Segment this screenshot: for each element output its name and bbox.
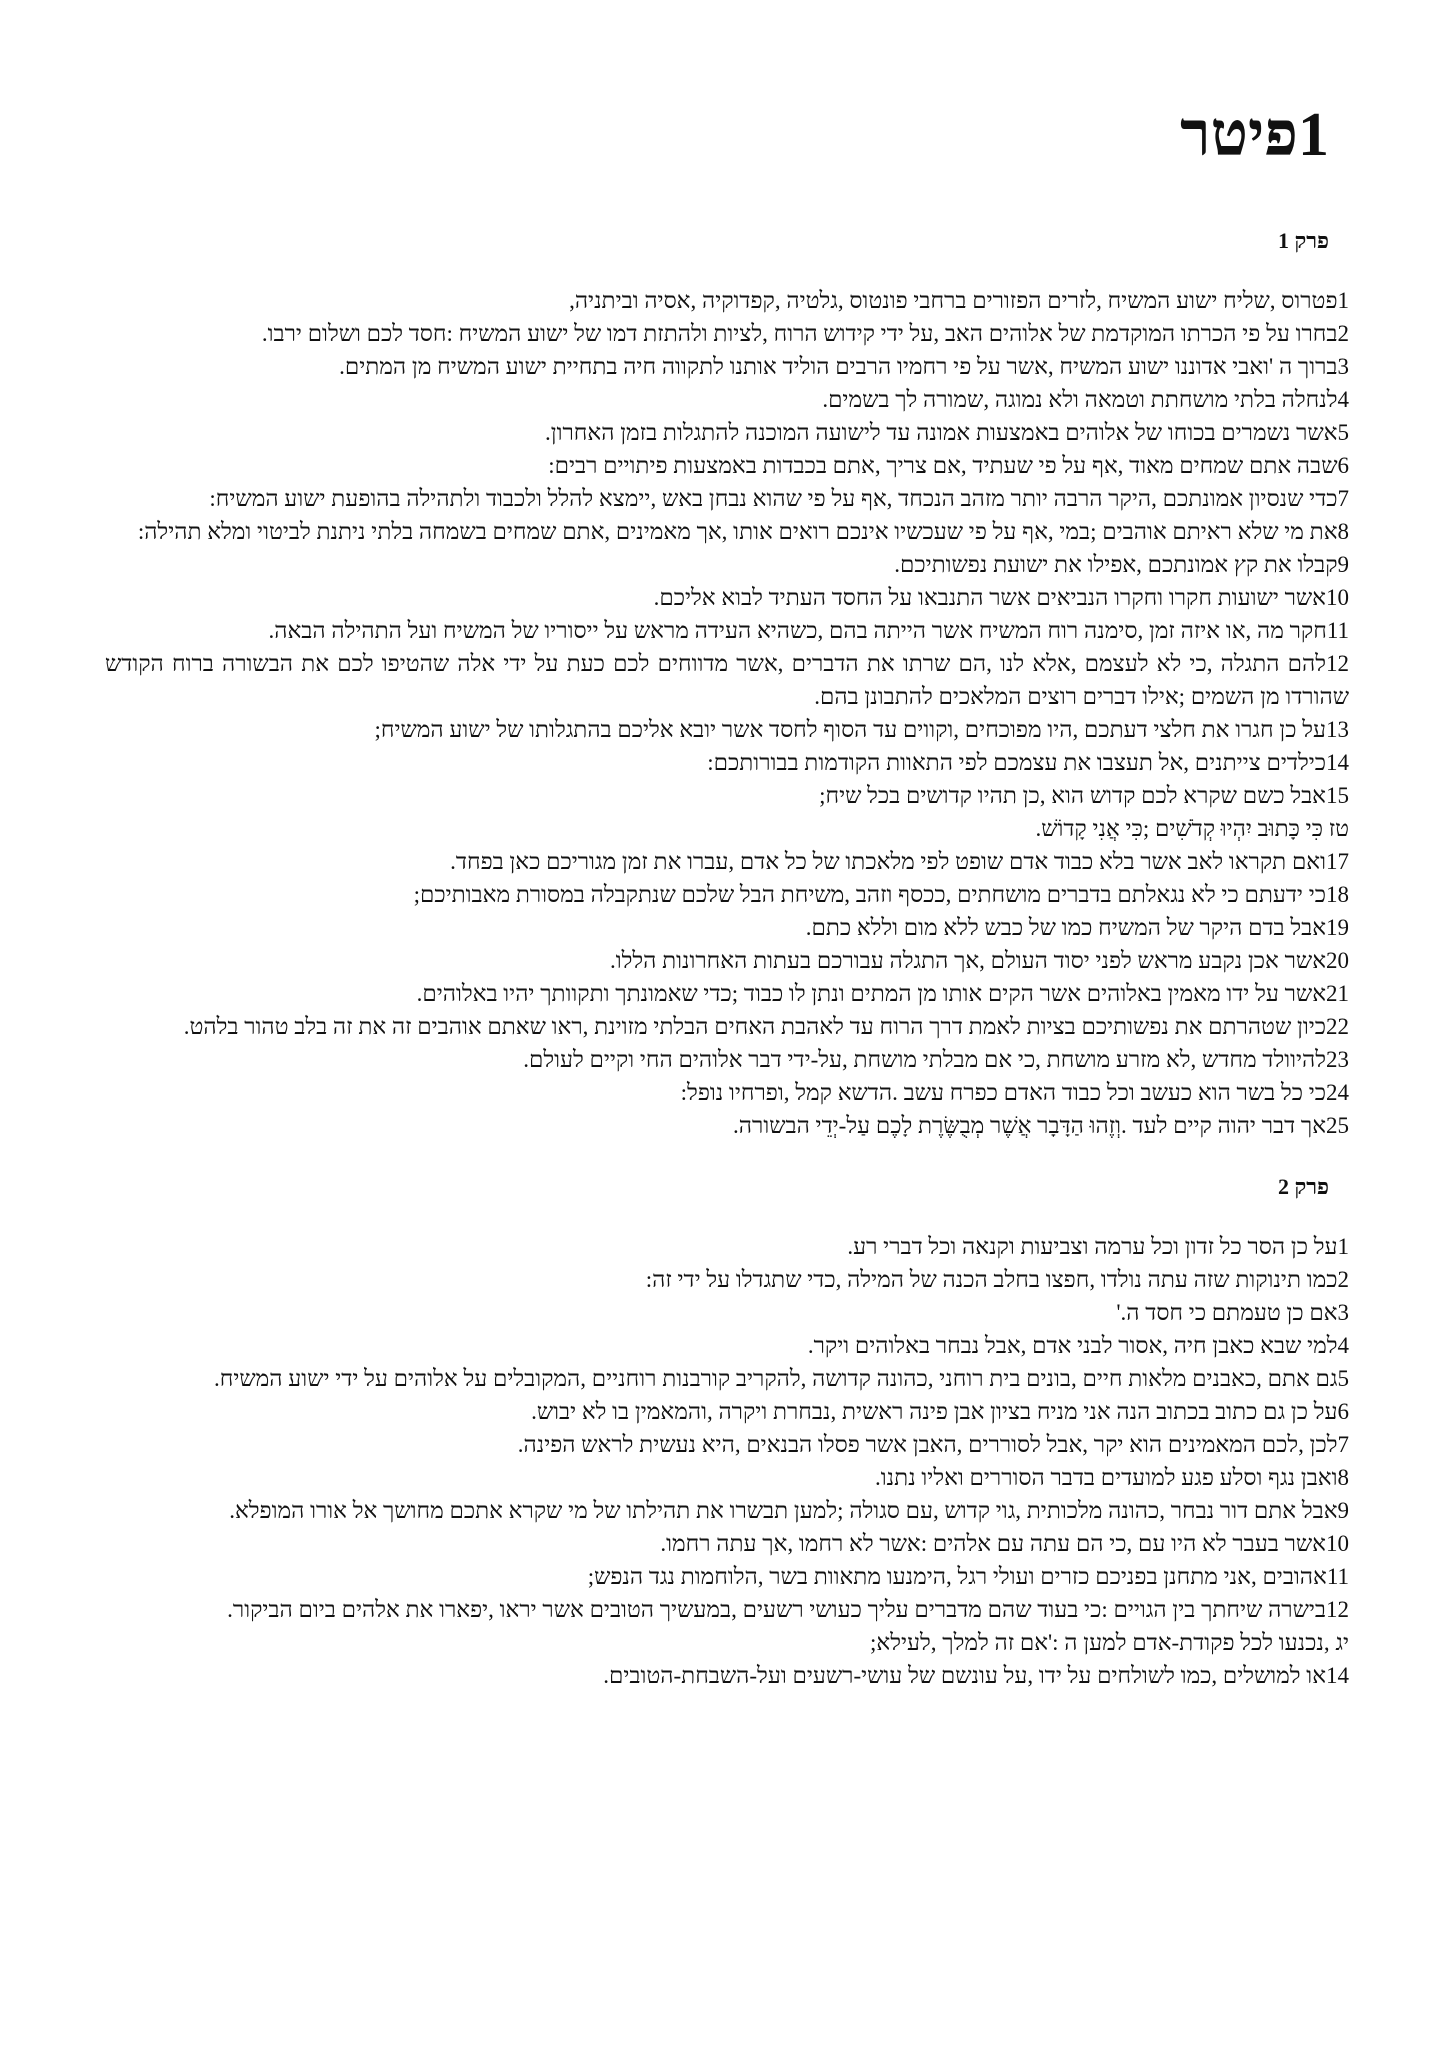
verse: 14או למושלים ,כמו לשולחים על ידו ,על עונשם של עושי-רשעים ועל-השבחת-הטובים.: [603, 1663, 1349, 1688]
chapter-heading: פרק 2: [1277, 1174, 1329, 1199]
verse: 18כי ידעתם כי לא נגאלתם בדברים מושחתים ,ככסף וזהב ,משיחת הבל שלכם שנתקבלה במסורת מאבותיכם;: [413, 882, 1349, 907]
verse: 6שבה אתם שמחים מאוד ,אף על פי שעתיד ,אם צריך ,אתם בכבדות באמצעות פיתויים רבים:: [548, 453, 1349, 478]
verse: 7לכן ,לכם המאמינים הוא יקר ,אבל לסוררים ,האבן אשר פסלו הבנאים ,היא נעשית לראש הפינה.: [517, 1432, 1349, 1457]
verse: 9קבלו את קץ אמונתכם ,אפילו את ישועת נפשותיכם.: [894, 552, 1349, 577]
verse: 12בישרה שיחתך בין הגויים :כי בעוד שהם מדברים עליך כעושי רשעים ,במעשיך הטובים אשר יראו ,יפארו את אלהים ביום הביקור.: [227, 1597, 1349, 1622]
verse: 17ואם תקראו לאב אשר בלא כבוד אדם שופט לפי מלאכתו של כל אדם ,עברו את זמן מגוריכם כאן בפחד.: [450, 849, 1349, 874]
verse: 25אך דבר יהוה קיים לעד .וְזֶהוּ הַדָּבָר אֲשֶׁר מְבֻשֶּׂרֶת לָכֶם עַל-יְדֵי הבשורה.: [733, 1113, 1349, 1138]
verse: 5גם אתם ,כאבנים מלאות חיים ,בונים בית רוחני ,כהונה קדושה ,להקריב קורבנות רוחניים ,המקובלים על אלוהים על ידי ישוע המשיח.: [214, 1366, 1349, 1391]
verse: 14כילדים צייתנים ,אל תעצבו את עצמכם לפי התאוות הקודמות בבורותכם:: [707, 750, 1349, 775]
verse: יג ,נכנעו לכל פקודת-אדם למען ה :'אם זה למלך ,לעילא;: [870, 1630, 1349, 1655]
document-title: 1פיטר: [1180, 101, 1329, 169]
verse: 10אשר בעבר לא היו עם ,כי הם עתה עם אלהים :אשר לא רחמו ,אך עתה רחמו.: [660, 1531, 1349, 1556]
verse: 10אשר ישועות חקרו וחקרו הנביאים אשר התנבאו על החסד העתיד לבוא אליכם.: [653, 585, 1349, 610]
verse: 3ברוך ה 'ואבי אדוננו ישוע המשיח ,אשר על פי רחמיו הרבים הוליד אותנו לתקווה חיה בתחיית ישוע המשיח מן המתים.: [339, 354, 1349, 379]
verse: 15אבל כשם שקרא לכם קדוש הוא ,כן תהיו קדושים בכל שיח;: [819, 783, 1349, 808]
verse: 4לנחלה בלתי מושחתת וטמאה ולא נמוגה ,שמורה לך בשמים.: [822, 387, 1349, 412]
verse: 7כדי שנסיון אמונתכם ,היקר הרבה יותר מזהב הנכחד ,אף על פי שהוא נבחן באש ,יימצא להלל ולכבוד ולתהילה בהופעת ישוע המשיח:: [209, 486, 1349, 511]
verse-list: [105, 1230, 1349, 1692]
verse: 19אבל בדם היקר של המשיח כמו של כבש ללא מום וללא כתם.: [805, 915, 1349, 940]
verse: 11אהובים ,אני מתחנן בפניכם כזרים ועולי רגל ,הימנעו מתאוות בשר ,הלוחמות נגד הנפש;: [587, 1564, 1349, 1589]
verse: 5אשר נשמרים בכוחו של אלוהים באמצעות אמונה עד לישועה המוכנה להתגלות בזמן האחרון.: [545, 420, 1349, 445]
verse: 1על כן הסר כל זדון וכל ערמה וצביעות וקנאה וכל דברי רע.: [847, 1234, 1349, 1259]
chapter-heading: פרק 1: [1277, 228, 1329, 253]
verse: 22כיון שטהרתם את נפשותיכם בציות לאמת דרך הרוח עד לאהבת האחים הבלתי מזוינת ,ראו שאתם אוהבים זה את זה בלב טהור בלהט.: [183, 1014, 1349, 1039]
verse: 4למי שבא כאבן חיה ,אסור לבני אדם ,אבל נבחר באלוהים ויקר.: [807, 1333, 1349, 1358]
verse: 21אשר על ידו מאמין באלוהים אשר הקים אותו מן המתים ונתן לו כבוד ;כדי שאמונתך ותקוותך יהיו באלוהים.: [416, 981, 1349, 1006]
verse: 3אם כן טעמתם כי חסד ה.': [1116, 1300, 1349, 1325]
verse: 24כי כל בשר הוא כעשב וכל כבוד האדם כפרח עשב .הדשא קמל ,ופרחיו נופל:: [680, 1080, 1349, 1105]
verse: 23להיוולד מחדש ,לא מזרע מושחת ,כי אם מבלתי מושחת ,על-ידי דבר אלוהים החי וקיים לעולם.: [523, 1047, 1349, 1072]
verse: 8ואבן נגף וסלע פגע למועדים בדבר הסוררים ואליו נתנו.: [875, 1465, 1349, 1490]
verse: 11חקר מה ,או איזה זמן ,סימנה רוח המשיח אשר הייתה בהם ,כשהיא העידה מראש על ייסוריו של המשיח ועל התהילה הבאה.: [268, 618, 1349, 643]
verse: 9אבל אתם דור נבחר ,כהונה מלכותית ,גוי קדוש ,עם סגולה ;למען תבשרו את תהילתו של מי שקרא אתכם מחושך אל אורו המופלא.: [229, 1498, 1349, 1523]
verse: 8את מי שלא ראיתם אוהבים ;במי ,אף על פי שעכשיו אינכם רואים אותו ,אך מאמינים ,אתם שמחים בשמחה בלתי ניתנת לביטוי ומלא תהילה:: [137, 519, 1349, 544]
verse: 1פטרוס ,שליח ישוע המשיח ,לזרים הפזורים ברחבי פונטוס ,גלטיה ,קפדוקיה ,אסיה וביתניה,: [569, 288, 1349, 313]
verse-list: [105, 284, 1349, 1142]
verse: 13על כן חגרו את חלצי דעתכם ,היו מפוכחים ,וקווים עד הסוף לחסד אשר יובא אליכם בהתגלותו של ישוע המשיח;: [374, 717, 1349, 742]
verse: 2בחרו על פי הכרתו המוקדמת של אלוהים האב ,על ידי קידוש הרוח ,לציות ולהתזת דמו של ישוע המשיח :חסד לכם ושלום ירבו.: [261, 321, 1349, 346]
verse: טז כִּי כָּתוּב יִהְיוּ קְדֹשִׁים ;כִּי אֲנִי קָדוֹשׁ.: [1035, 816, 1349, 841]
verse: 2כמו תינוקות שזה עתה נולדו ,חפצו בחלב הכנה של המילה ,כדי שתגדלו על ידי זה:: [645, 1267, 1349, 1292]
verse: 20אשר אכן נקבע מראש לפני יסוד העולם ,אך התגלה עבורכם בעתות האחרונות הללו.: [609, 948, 1349, 973]
verse: 12להם התגלה ,כי לא לעצמם ,אלא לנו ,הם שרתו את הדברים ,אשר מדווחים לכם כעת על ידי אלה שהטיפו לכם את הבשורה ברוח הקודש שהורדו מן השמים ;אילו דברים רוצים המלאכים להתבונן בהם.: [105, 651, 1349, 709]
verse: 6על כן גם כתוב בכתוב הנה אני מניח בציון אבן פינה ראשית ,נבחרת ויקרה ,והמאמין בו לא יבוש.: [531, 1399, 1349, 1424]
